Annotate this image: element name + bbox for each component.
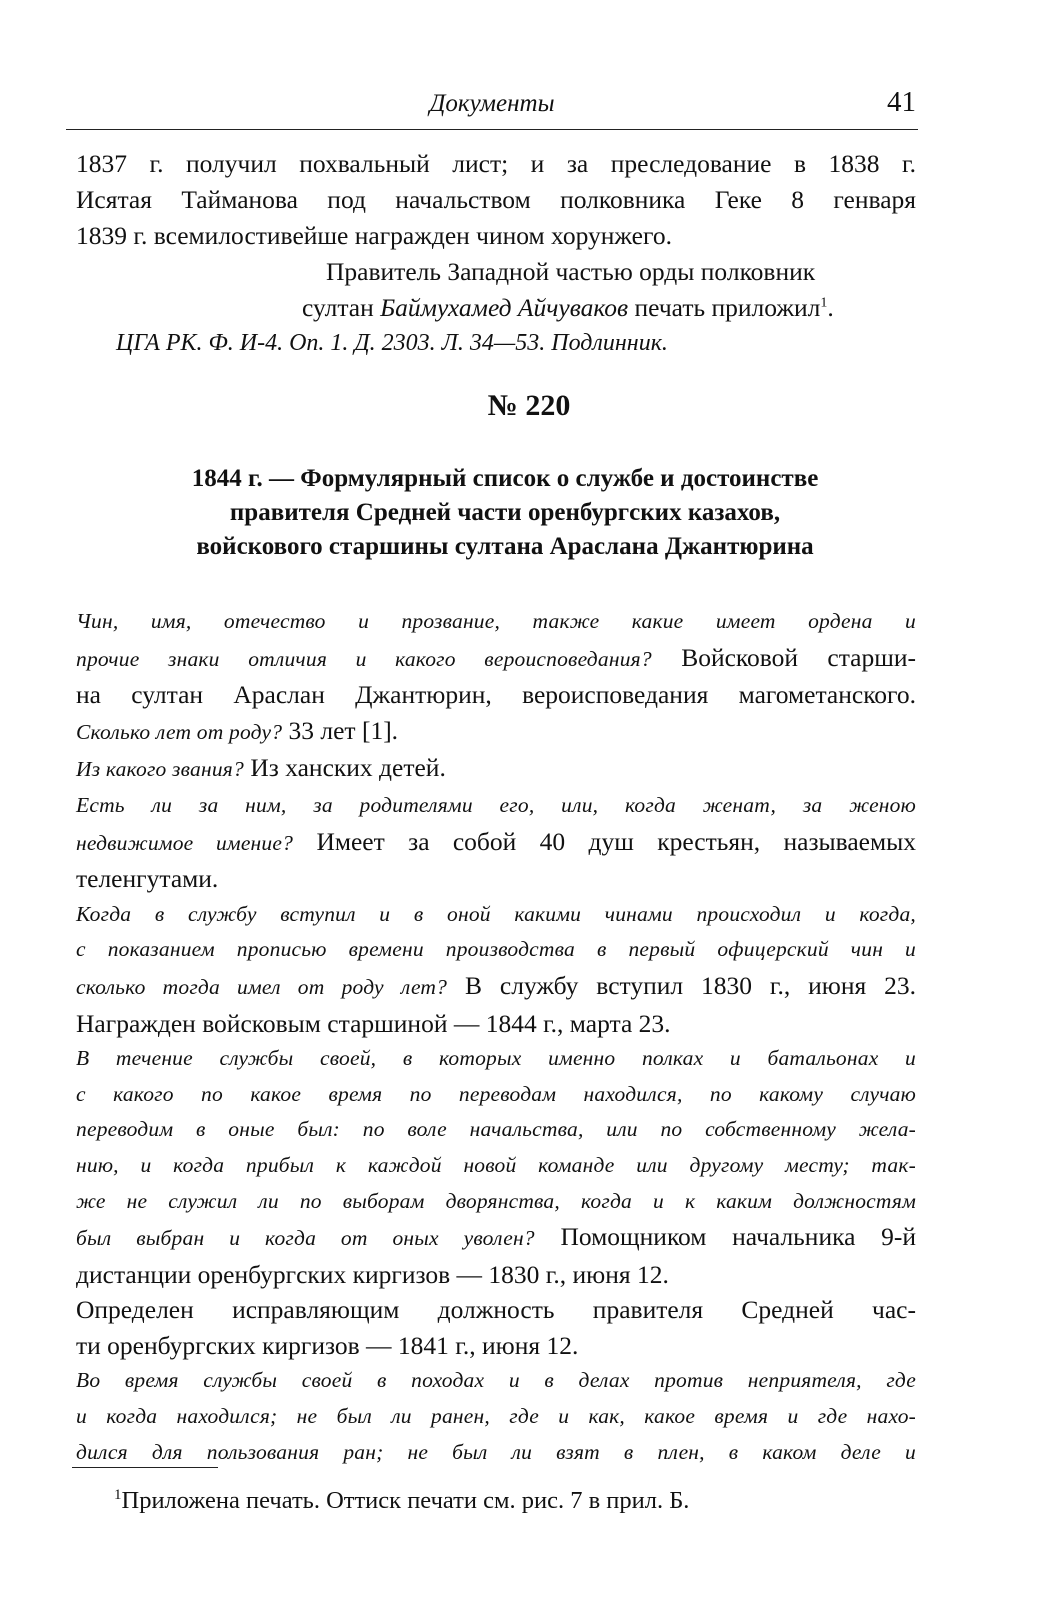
form-answer: Помощником начальника 9-й [560,1222,916,1252]
document-title [90,462,920,564]
text-line: 1839 г. всемилостивейше награжден чином хорунжего. [76,221,672,250]
footnote-text: Приложена печать. Оттиск печати см. рис. 7 в прил. Б. [121,1487,690,1514]
form-question: Когда в службу вступил и в оной какими чинами происходил и когда, [76,901,916,926]
signature-line-1: Правитель Западной частью орды полковник [326,257,816,286]
form-question: дился для пользования ран; не был ли взят в плен, в каком деле и [76,1439,916,1464]
form-question: нию, и когда прибыл к каждой новой команде или другому месту; так- [76,1152,916,1177]
title-line: 1844 г. — Формулярный список о службе и достоинстве [191,465,819,492]
running-head [66,86,918,130]
text-line: 1837 г. получил похвальный лист; и за преследование в 1838 г. [76,149,916,178]
form-answer: В службу вступил 1830 г., июня 23. [465,970,916,1000]
footnote-reference: 1 [820,295,828,311]
form-line [76,713,916,751]
form-question: Есть ли за ним, за родителями его, или, когда женат, за женою [76,792,916,817]
footnote [114,1487,689,1515]
form-answer: теленгутами. [76,864,219,894]
form-question: недвижимое имение? [76,830,294,855]
form-question: с показанием прописью времени производства в первый офицерский чин и [76,937,916,962]
form-question: Чин, имя, отечество и прозвание, также какие имеет ордена и [76,609,916,633]
form-line [76,824,916,862]
form-line [76,968,916,1006]
form-line [76,1219,916,1257]
form-answer: Определен исправляющим должность правителя Средней час- [76,1295,916,1325]
form-answer: на султан Араслан Джантюрин, вероисповедания магометанского. [76,680,916,710]
form-question: В течение службы своей, в которых именно полках и батальонах и [76,1046,916,1071]
service-record-form [76,604,916,1470]
page-number: 41 [887,86,916,118]
form-question: и когда находился; не был ли ранен, где и как, какое время и где нахо- [76,1404,916,1429]
form-question: сколько тогда имел от роду лет? [76,974,448,999]
form-line [76,750,916,788]
form-question: же не служил ли по выборам дворянства, когда и к каким должностям [76,1188,916,1213]
form-line [76,640,916,678]
footnote-rule [72,1467,218,1468]
document-number: № 220 [487,389,571,422]
archive-reference: ЦГА РК. Ф. И-4. Оп. 1. Д. 2303. Л. 34—53. Подлинник. [116,330,668,356]
form-question: с какого по какое время по переводам находился, по какому случаю [76,1081,916,1106]
signature-end: . [827,293,834,322]
header-rule [66,129,918,130]
form-answer: Из ханских детей. [250,753,446,783]
form-question: Сколько лет от роду? [76,719,283,744]
footnote-marker: 1 [114,1486,122,1503]
form-answer: 33 лет [1]. [288,715,399,745]
form-question: Во время службы своей в походах и в делах против неприятеля, где [76,1368,916,1393]
form-answer: ти оренбургских киргизов — 1841 г., июня 12. [76,1330,579,1360]
signature-suffix: печать приложил [634,293,821,322]
signature-line-2 [302,290,834,326]
signature-prefix: султан [302,293,374,322]
signatory-name: Баймухамед Айчуваков [380,293,629,322]
title-line: войскового старшины султана Араслана Джантюрина [196,533,814,560]
form-question: был выбран и когда от оных уволен? [76,1226,535,1251]
form-answer: дистанции оренбургских киргизов — 1830 г., июня 12. [76,1259,669,1289]
form-answer: Награжден войсковым старшиной — 1844 г., марта 23. [76,1008,671,1038]
intro-paragraph [76,146,916,254]
text-line: Исятая Тайманова под начальством полковника Геке 8 генваря [76,185,916,214]
running-head-title: Документы [429,90,555,117]
form-question: переводим в оные был: по воле начальства, или по собственному жела- [76,1117,916,1142]
form-question: прочие знаки отличия и какого вероисповедания? [76,646,652,671]
form-question: Из какого звания? [76,757,244,782]
title-line: правителя Средней части оренбургских казахов, [229,499,781,526]
form-answer: Войсковой старши- [681,642,917,672]
form-answer: Имеет за собой 40 душ крестьян, называемых [316,826,917,856]
